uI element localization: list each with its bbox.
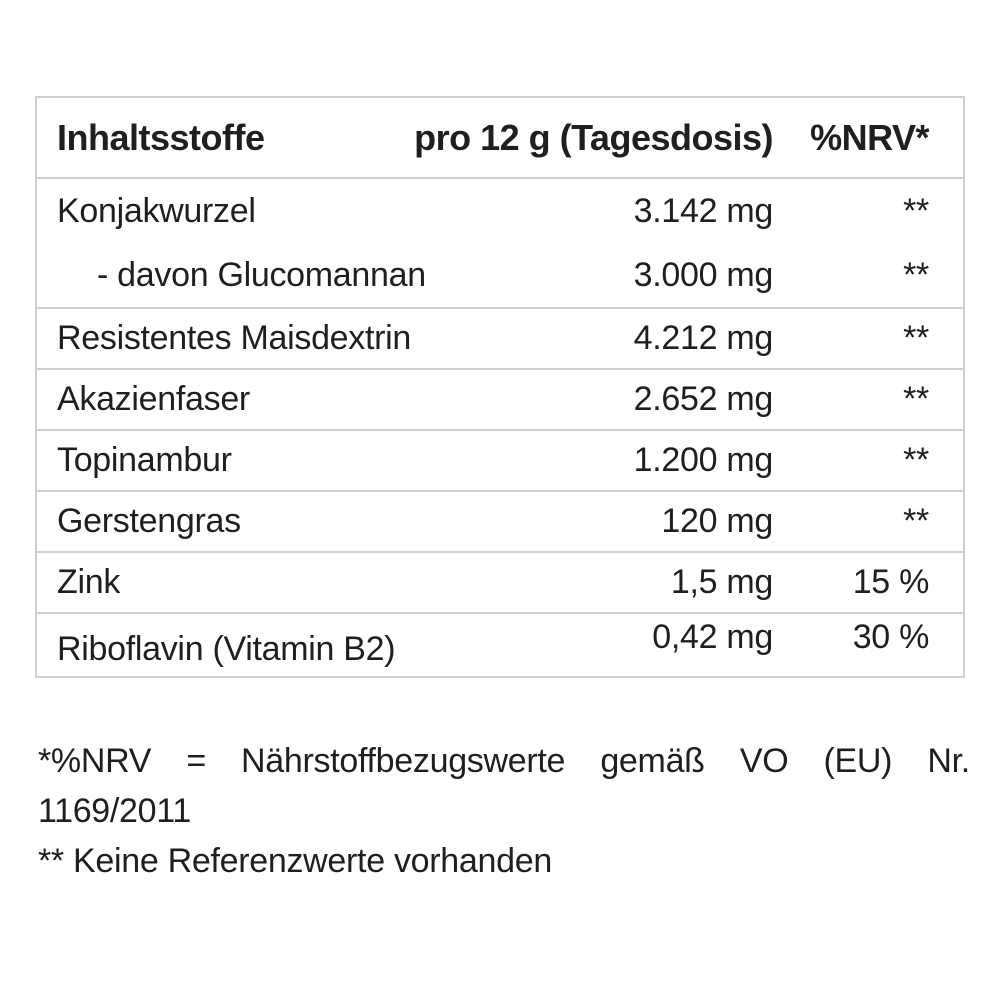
table-line [37,309,963,368]
ingredient-amount: 3.142 mg [633,191,773,230]
ingredient-nrv: ** [903,380,929,418]
ingredient-nrv: ** [903,255,929,294]
ingredient-nrv: ** [903,441,929,479]
table-line [37,553,963,612]
ingredient-name: Riboflavin (Vitamin B2) [57,629,396,668]
table-header-row [37,98,963,177]
header-amount-column: pro 12 g (Tagesdosis) [414,116,773,158]
ingredient-name: Konjakwurzel [57,191,256,230]
ingredient-name: Zink [57,563,121,601]
ingredient-nrv: ** [903,191,929,230]
ingredient-amount: 1,5 mg [670,563,773,601]
header-ingredient-column: Inhaltsstoffe [57,116,265,158]
ingredient-nrv: 15 % [852,563,929,601]
ingredient-amount: 0,42 mg [652,617,773,656]
ingredient-name-sub: - davon Glucomannan [97,255,426,294]
footnote-no-reference-values: ** Keine Referenzwerte vorhanden [38,842,552,880]
table-row-riboflavin [37,612,963,676]
table-line [37,431,963,490]
table-line [37,614,963,676]
ingredient-name: Gerstengras [57,502,241,540]
footnotes [38,736,970,886]
table-row-maisdextrin [37,307,963,368]
ingredient-amount: 1.200 mg [633,441,773,479]
ingredient-name: Akazienfaser [57,380,250,418]
table-row-akazienfaser [37,368,963,429]
footnote-nrv-definition-line1: *%NRV = Nährstoffbezugswerte gemäß VO (EU) Nr. [38,742,970,780]
table-row-topinambur [37,429,963,490]
ingredient-amount: 120 mg [661,502,773,540]
ingredient-nrv: 30 % [852,617,929,656]
ingredient-name: Topinambur [57,441,232,479]
ingredient-nrv: ** [903,319,929,357]
ingredients-table [35,96,965,678]
table-line [37,179,963,243]
table-line [37,492,963,551]
ingredient-amount: 3.000 mg [633,255,773,294]
table-row-konjakwurzel [37,177,963,307]
table-header-main-cell [37,117,773,159]
table-row-zink [37,551,963,612]
ingredient-amount: 2.652 mg [633,380,773,418]
table-row-gerstengras [37,490,963,551]
ingredient-name: Resistentes Maisdextrin [57,319,412,357]
header-nrv-column: %NRV* [810,116,929,158]
ingredient-nrv: ** [903,502,929,540]
table-line [37,243,963,307]
table-line [37,370,963,429]
footnote-nrv-definition-line2: 1169/2011 [38,792,191,830]
ingredient-amount: 4.212 mg [633,319,773,357]
